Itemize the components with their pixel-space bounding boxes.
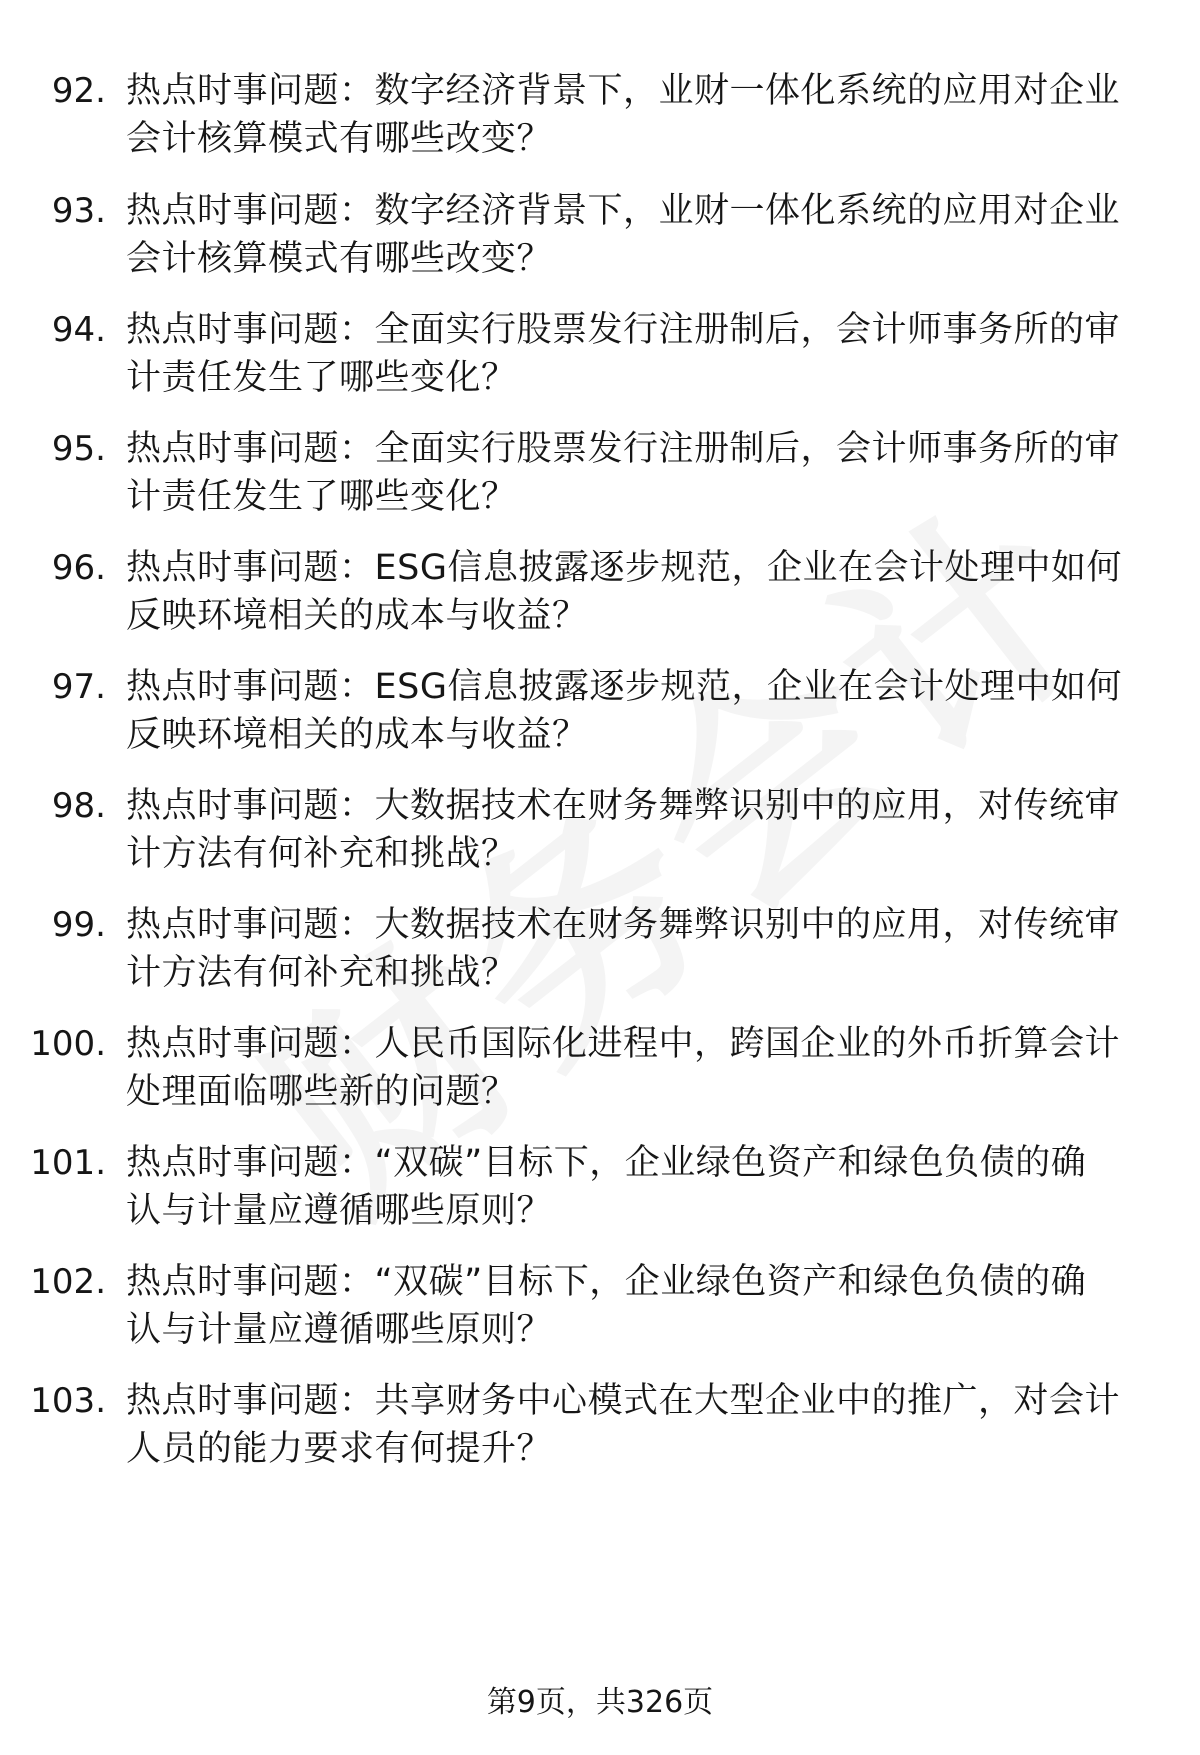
- question-text: [126, 663, 1146, 759]
- question-number: 103.: [30, 1381, 106, 1421]
- question-text: [126, 306, 1146, 402]
- question-number: 98.: [51, 786, 106, 826]
- list-item: [0, 662, 1200, 772]
- question-text: [126, 1258, 1146, 1354]
- question-number: 102.: [30, 1262, 106, 1302]
- question-text: [126, 1139, 1146, 1235]
- list-item: [0, 305, 1200, 415]
- question-line: 反映环境相关的成本与收益？: [126, 715, 588, 755]
- list-item: [0, 781, 1200, 891]
- question-line: 计责任发生了哪些变化？: [126, 477, 517, 517]
- question-number: 92.: [51, 71, 106, 111]
- question-text: [126, 187, 1146, 283]
- question-line: 计方法有何补充和挑战？: [126, 953, 517, 993]
- question-text: [126, 544, 1146, 640]
- question-line: 热点时事问题：ESG信息披露逐步规范，企业在会计处理中如何: [126, 667, 1122, 707]
- question-line: 计责任发生了哪些变化？: [126, 358, 517, 398]
- question-line: 热点时事问题：“双碳”目标下，企业绿色资产和绿色负债的确: [126, 1143, 1087, 1183]
- list-item: [0, 186, 1200, 296]
- question-line: 热点时事问题：数字经济背景下，业财一体化系统的应用对企业: [126, 191, 1121, 231]
- question-text: [126, 901, 1146, 997]
- question-line: 热点时事问题：人民币国际化进程中，跨国企业的外币折算会计: [126, 1024, 1121, 1064]
- question-line: 热点时事问题：共享财务中心模式在大型企业中的推广，对会计: [126, 1381, 1121, 1421]
- list-item: [0, 1257, 1200, 1367]
- list-item: [0, 900, 1200, 1010]
- question-number: 96.: [51, 548, 106, 588]
- list-item: [0, 1376, 1200, 1486]
- list-item: [0, 66, 1200, 176]
- question-number: 99.: [51, 905, 106, 945]
- question-text: [126, 425, 1146, 521]
- question-text: [126, 67, 1146, 163]
- question-line: 计方法有何补充和挑战？: [126, 834, 517, 874]
- list-item: [0, 1138, 1200, 1248]
- question-number: 100.: [30, 1024, 106, 1064]
- question-line: 认与计量应遵循哪些原则？: [126, 1310, 553, 1350]
- question-line: 热点时事问题：大数据技术在财务舞弊识别中的应用，对传统审: [126, 786, 1121, 826]
- question-line: 会计核算模式有哪些改变？: [126, 119, 553, 159]
- question-line: 热点时事问题：ESG信息披露逐步规范，企业在会计处理中如何: [126, 548, 1122, 588]
- question-number: 101.: [30, 1143, 106, 1183]
- question-number: 95.: [51, 429, 106, 469]
- question-number: 97.: [51, 667, 106, 707]
- question-line: 热点时事问题：全面实行股票发行注册制后，会计师事务所的审: [126, 310, 1121, 350]
- question-number: 93.: [51, 191, 106, 231]
- page-footer: [0, 1683, 1200, 1723]
- question-line: 热点时事问题：全面实行股票发行注册制后，会计师事务所的审: [126, 429, 1121, 469]
- question-line: 热点时事问题：数字经济背景下，业财一体化系统的应用对企业: [126, 71, 1121, 111]
- page-number-label: 第9页，共326页: [486, 1685, 714, 1720]
- list-item: [0, 424, 1200, 534]
- question-line: 热点时事问题：“双碳”目标下，企业绿色资产和绿色负债的确: [126, 1262, 1087, 1302]
- question-line: 反映环境相关的成本与收益？: [126, 596, 588, 636]
- question-line: 认与计量应遵循哪些原则？: [126, 1191, 553, 1231]
- question-line: 会计核算模式有哪些改变？: [126, 239, 553, 279]
- question-line: 处理面临哪些新的问题？: [126, 1072, 517, 1112]
- list-item: [0, 1019, 1200, 1129]
- question-line: 人员的能力要求有何提升？: [126, 1429, 553, 1469]
- question-number: 94.: [51, 310, 106, 350]
- list-item: [0, 543, 1200, 653]
- question-line: 热点时事问题：大数据技术在财务舞弊识别中的应用，对传统审: [126, 905, 1121, 945]
- question-text: [126, 1020, 1146, 1116]
- question-text: [126, 1377, 1146, 1473]
- question-text: [126, 782, 1146, 878]
